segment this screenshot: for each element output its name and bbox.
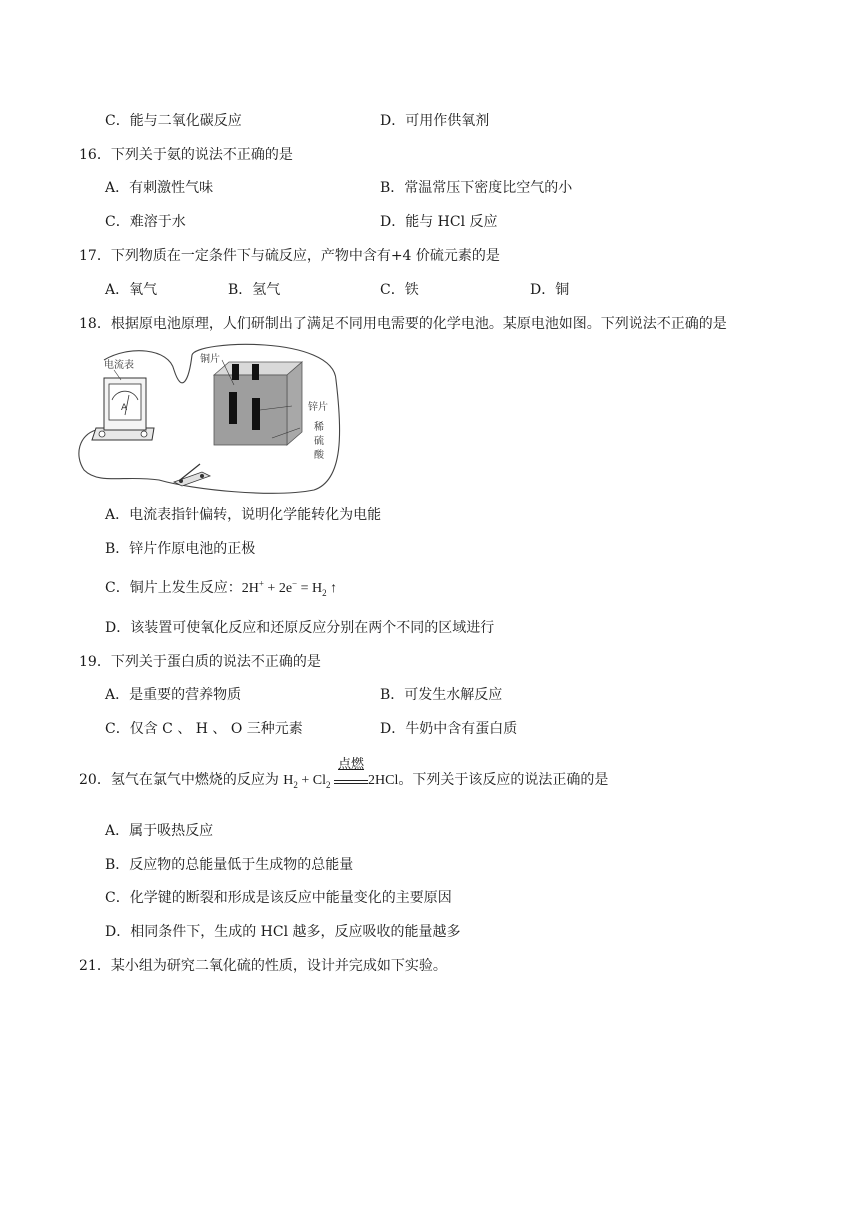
q17-option-a: A．氧气 bbox=[105, 282, 158, 298]
q17-option-d: D．铜 bbox=[530, 282, 570, 298]
q18-cathode-equation: $2H^+ + 2e^- = H_2$ ↑ bbox=[241, 578, 338, 598]
q18-option-b: B．锌片作原电池的正极 bbox=[105, 541, 256, 557]
q18-option-a: A．电流表指针偏转，说明化学能转化为电能 bbox=[105, 507, 382, 523]
copper-electrode bbox=[229, 392, 237, 424]
acid-label-3: 酸 bbox=[314, 450, 324, 461]
q18-option-c bbox=[105, 578, 337, 599]
q17-stem: 17．下列物质在一定条件下与硫反应，产物中含有+4 价硫元素的是 bbox=[79, 248, 500, 264]
q20-equation: $H_2 + Cl_2$ 点燃 2HCl bbox=[283, 756, 399, 790]
q20-reaction-arrow bbox=[334, 756, 368, 784]
copper-label: 铜片 bbox=[200, 354, 220, 365]
q15-option-d: D．可用作供氧剂 bbox=[380, 113, 490, 129]
ammeter-label: 电流表 bbox=[104, 360, 134, 371]
q20-reaction-condition: 点燃 bbox=[338, 756, 365, 771]
q20-stem-prefix: 20．氢气在氯气中燃烧的反应为 bbox=[79, 772, 279, 788]
q19-option-b: B．可发生水解反应 bbox=[380, 687, 503, 703]
copper-electrode-top bbox=[232, 364, 239, 380]
q18-option-c-text: C．铜片上发生反应： bbox=[105, 580, 242, 596]
zinc-electrode bbox=[252, 398, 260, 430]
q21-stem: 21．某小组为研究二氧化硫的性质，设计并完成如下实验。 bbox=[79, 958, 447, 974]
q19-option-c: C．仅含 C 、 H 、 O 三种元素 bbox=[105, 721, 303, 737]
acid-label-1: 稀 bbox=[314, 422, 324, 433]
q17-option-b: B．氢气 bbox=[228, 282, 281, 298]
q19-stem: 19．下列关于蛋白质的说法不正确的是 bbox=[79, 654, 321, 670]
q16-option-b: B．常温常压下密度比空气的小 bbox=[380, 180, 573, 196]
q18-stem: 18．根据原电池原理，人们研制出了满足不同用电需要的化学电池。某原电池如图。下列说法不正确的是 bbox=[79, 316, 727, 332]
q16-option-a: A．有刺激性气味 bbox=[105, 180, 214, 196]
q20-option-a: A．属于吸热反应 bbox=[105, 823, 214, 839]
q19-option-a: A．是重要的营养物质 bbox=[105, 687, 242, 703]
q16-option-d: D．能与 HCl 反应 bbox=[380, 214, 498, 230]
zinc-electrode-top bbox=[252, 364, 259, 380]
q18-option-d: D．该装置可使氧化反应和还原反应分别在两个不同的区域进行 bbox=[105, 620, 495, 636]
q16-stem: 16．下列关于氨的说法不正确的是 bbox=[79, 147, 293, 163]
ammeter-symbol: A bbox=[121, 403, 128, 413]
q20-option-d: D．相同条件下，生成的 HCl 越多，反应吸收的能量越多 bbox=[105, 924, 461, 940]
galvanic-cell-figure bbox=[74, 340, 354, 495]
q20-stem-suffix: 。下列关于该反应的说法正确的是 bbox=[398, 772, 609, 788]
q15-option-c: C．能与二氧化碳反应 bbox=[105, 113, 242, 129]
q17-option-c: C．铁 bbox=[380, 282, 419, 298]
switch bbox=[174, 464, 210, 486]
q20-option-c: C．化学键的断裂和形成是该反应中能量变化的主要原因 bbox=[105, 890, 452, 906]
q16-option-c: C．难溶于水 bbox=[105, 214, 186, 230]
zinc-label: 锌片 bbox=[308, 402, 328, 413]
acid-label-2: 硫 bbox=[314, 436, 324, 447]
q20-option-b: B．反应物的总能量低于生成物的总能量 bbox=[105, 857, 354, 873]
q20-stem bbox=[79, 756, 609, 791]
q19-option-d: D．牛奶中含有蛋白质 bbox=[380, 721, 518, 737]
